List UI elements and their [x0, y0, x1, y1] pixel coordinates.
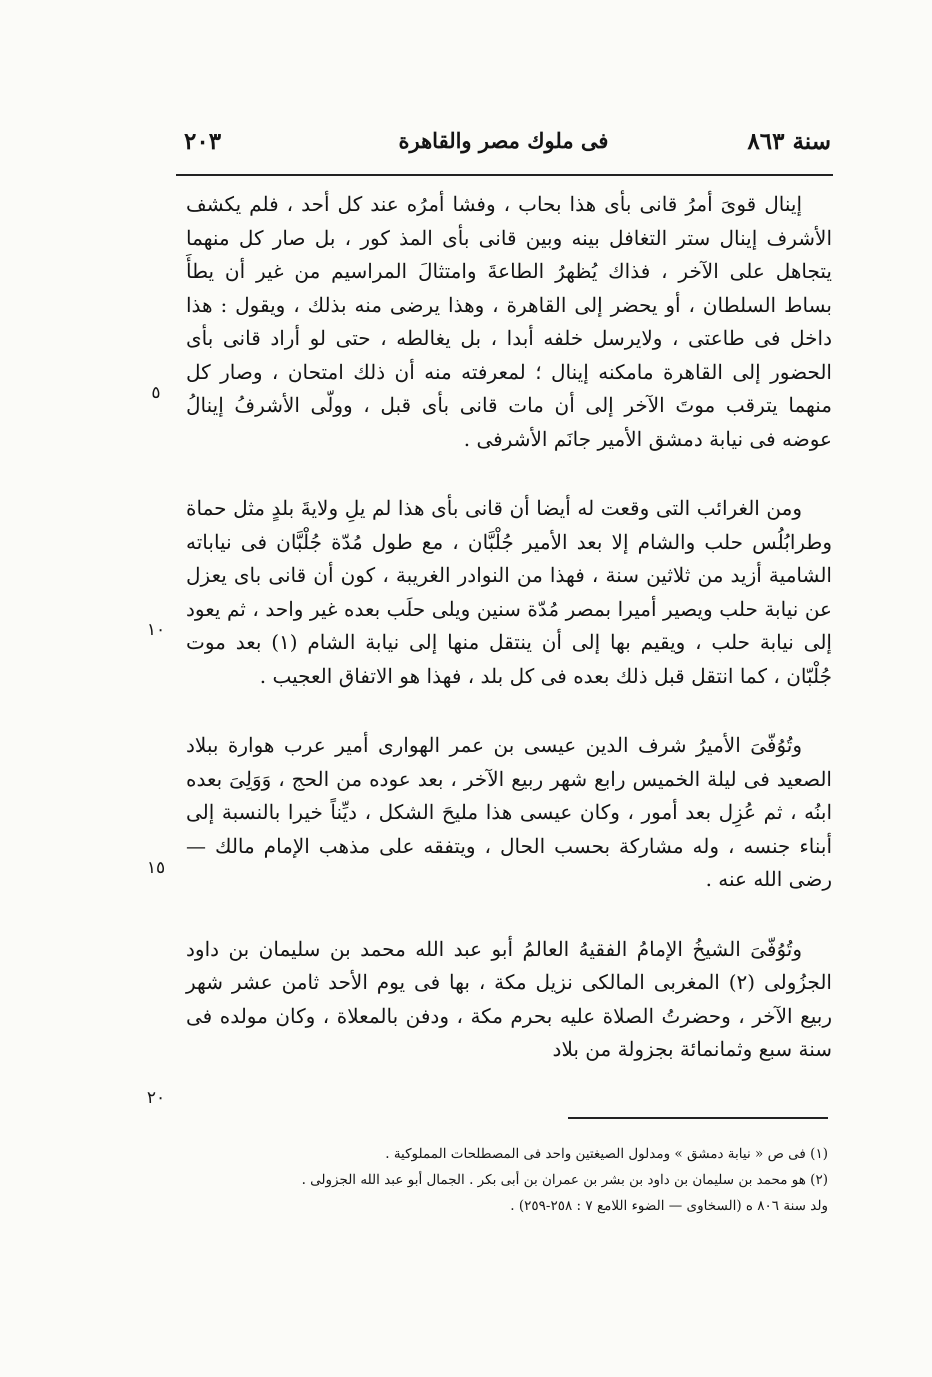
paragraph-3: وتُوُفّىَ الأميرُ شرف الدين عيسى بن عمر الهوارى أمير عرب هوارة ببلاد الصعيد فى ليلة الخميس رابع شهر ربيع الآخر ، بعد عوده من الحج ، وَوَلِىَ بعده ابنُه ، ثم عُزِل بعد أمور ، وكان عيسى هذا مليحَ الشكل ، ديِّناً خيرا بالنسبة إلى أبناء جنسه ، وله مشاركة بحسب الحال ، ويتفقه على مذهب الإمام مالك — رضى الله عنه . — [186, 733, 832, 891]
main-text — [186, 188, 832, 1067]
line-number-10: ١٠ — [146, 620, 166, 640]
line-number-15: ١٥ — [146, 858, 166, 878]
footnotes — [200, 1141, 828, 1219]
line-number-5: ٥ — [151, 383, 161, 403]
page-number: ٢٠٣ — [184, 128, 222, 155]
header-year: سنة ٨٦٣ — [747, 128, 831, 155]
header-rule — [176, 174, 833, 176]
footnote-2-continued: ولد سنة ٨٠٦ ه (السخاوى — الضوء اللامع ٧ : ٢٥٨-٢٥٩) . — [510, 1198, 828, 1214]
header-title: فى ملوك مصر والقاهرة — [398, 128, 609, 153]
paragraph-4: وتُوُفّىَ الشيخُ الإمامُ الفقيهُ العالمُ أبو عبد الله محمد بن سليمان بن داود الجزُولى (٢) المغربى المالكى نزيل مكة ، بها فى يوم الأحد ثامن عشر شهر ربيع الآخر ، وحضرتُ الصلاة عليه بحرم مكة ، ودفن بالمعلاة ، وكان مولده فى سنة سبع وثمانمائة بجزولة من بلاد — [186, 936, 832, 1061]
paragraph-1: إينال قوىَ أمرُ قانى بأى هذا بحاب ، وفشا أمرُه عند كل أحد ، فلم يكشف الأشرف إينال ستر التغافل بينه وبين قانى بأى المذ كور ، بل صار كل منهما يتجاهل على الآخر ، فذاك يُظهرُ الطاعةَ وامتثالَ المراسيم من غير أن يطأَ بساط السلطان ، أو يحضر إلى القاهرة ، وهذا يرضى منه بذلك ، ويقول : هذا داخل فى طاعتى ، ولايرسل خلفه أبدا ، بل يغالطه ، حتى لو أراد قانى بأى الحضور إلى القاهرة مامكنه إينال ؛ لمعرفته منه أن ذلك امتحان ، وصار كل منهما يترقب موتَ الآخر إلى أن مات قانى بأى قبل ، وولّى الأشرفُ إينالُ عوضه فى نيابة دمشق الأمير جانَم الأشرفى . — [186, 192, 833, 451]
footnote-rule — [568, 1117, 828, 1119]
paragraph-2: ومن الغرائب التى وقعت له أيضا أن قانى بأى هذا لم يلِ ولايةَ بلدٍ مثل حماة وطرابُلُس حلب والشام إلا بعد الأمير جُلْبَّان ، مع طول مُدّة جُلْبَّان فى نياباته الشامية أزيد من ثلاثين سنة ، فهذا من النوادر الغريبة ، كون أن قانى باى يعزل عن نيابة حلب ويصير أميرا بمصر مُدّة سنين ويلى حلَب بعده غير واحد ، ثم يعود إلى نيابة حلب ، ويقيم بها إلى أن ينتقل منها إلى نيابة الشام (١) بعد موت جُلْبّان ، كما انتقل قبل ذلك بعده فى كل بلد ، فهذا هو الاتفاق العجيب . — [186, 496, 832, 688]
line-number-20: ٢٠ — [146, 1088, 166, 1108]
footnote-2: (٢) هو محمد بن سليمان بن داود بن بشر بن عمران بن أبى بكر . الجمال أبو عبد الله الجزولى . — [301, 1172, 828, 1188]
footnote-1: (١) فى ص « نيابة دمشق » ومدلول الصيغتين واحد فى المصطلحات المملوكية . — [385, 1146, 828, 1162]
running-header — [176, 124, 831, 168]
